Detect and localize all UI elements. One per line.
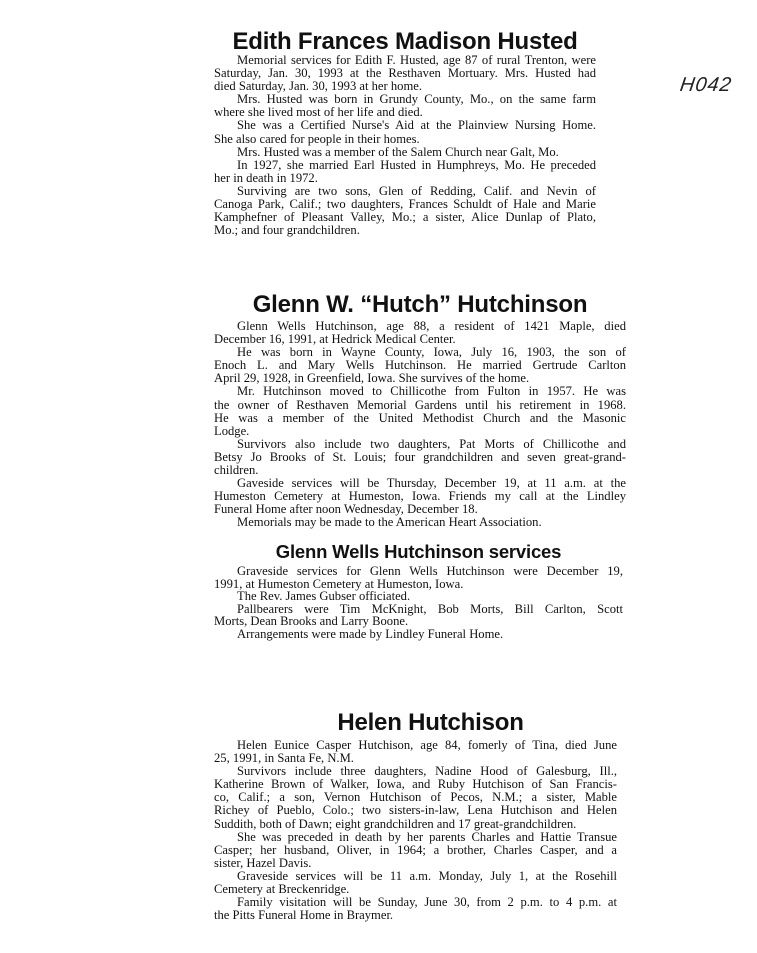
text-line: He was born in Wayne County, Iowa, July 16, 1903, the son of: [237, 345, 626, 360]
text-line: She was a Certified Nurse's Aid at the Plainview Nursing Home.: [237, 118, 596, 133]
text-line: Glenn Wells Hutchinson, age 88, a resident of 1421 Maple, died: [237, 319, 626, 333]
text-line: He was a member of the United Methodist Church and the Masonic: [214, 410, 626, 425]
text-line: co, Calif.; a son, Vernon Hutchison of Pecos, N.M.; a sister, Mable: [214, 790, 617, 805]
obituary-body: [214, 565, 623, 641]
paragraph: [214, 93, 596, 119]
text-line: where she lived most of her life and died.: [214, 105, 423, 120]
text-line: the owner of Resthaven Memorial Gardens until his retirement in 1968.: [214, 397, 626, 412]
text-line: Lodge.: [214, 423, 250, 438]
paragraph: [214, 438, 626, 477]
paragraph: [214, 385, 626, 437]
paragraph: [214, 603, 623, 628]
services-glenn-hutchinson: [214, 541, 623, 641]
text-line: Cemetery at Breckenridge.: [214, 882, 350, 897]
text-line: Memorials may be made to the American Heart Association.: [237, 515, 542, 530]
text-line: Survivors also include two daughters, Pat Morts of Chillicothe and: [237, 436, 626, 451]
paragraph: [214, 628, 623, 641]
handwritten-reference-mark: H042: [678, 74, 734, 96]
obituary-title: Glenn Wells Hutchinson services: [275, 541, 562, 562]
paragraph: [214, 54, 596, 93]
obituary-title: Helen Hutchison: [337, 709, 524, 736]
text-line: Graveside services will be 11 a.m. Monday, July 1, at the Rosehill: [237, 868, 617, 883]
text-line: Graveside services for Glenn Wells Hutchinson were December 19,: [237, 564, 623, 578]
paragraph: [214, 590, 623, 603]
text-line: Enoch L. and Mary Wells Hutchinson. He married Gertrude Carlton: [214, 358, 626, 373]
obituary-body: [214, 54, 596, 237]
paragraph: [214, 146, 596, 159]
text-line: Surviving are two sons, Glen of Redding, Calif. and Nevin of: [237, 183, 596, 198]
paragraph: [214, 119, 596, 145]
text-line: Canoga Park, Calif.; two daughters, Frances Schuldt of Hale and Marie: [214, 197, 596, 212]
text-line: Mrs. Husted was a member of the Salem Church near Galt, Mo.: [237, 144, 559, 159]
text-line: died Saturday, Jan. 30, 1993 at her home.: [214, 79, 422, 94]
text-line: Memorial services for Edith F. Husted, age 87 of rural Trenton, were: [237, 53, 596, 67]
text-line: 25, 1991, in Santa Fe, N.M.: [214, 751, 354, 766]
text-line: Betsy Jo Brooks of St. Louis; four grandchildren and seven great-grand-: [214, 449, 626, 464]
paragraph: [214, 320, 626, 346]
text-line: December 16, 1991, at Hedrick Medical Center.: [214, 332, 456, 347]
obituary-title: Edith Frances Madison Husted: [232, 28, 578, 55]
text-line: Katherine Brown of Walker, Iowa, and Ruby Hutchison of San Francis-: [214, 777, 617, 792]
paragraph: [214, 765, 617, 830]
text-line: The Rev. James Gubser officiated.: [237, 589, 411, 604]
text-line: the Pitts Funeral Home in Braymer.: [214, 908, 394, 923]
text-line: Saturday, Jan. 30, 1993 at the Resthaven Mortuary. Mrs. Husted had: [214, 66, 596, 81]
obituary-title: Glenn W. “Hutch” Hutchinson: [252, 291, 588, 318]
text-line: Kamphefner of Pleasant Valley, Mo.; a sister, Alice Dunlap of Plato,: [214, 210, 596, 225]
text-line: In 1927, she married Earl Husted in Humphreys, Mo. He preceded: [237, 157, 596, 172]
text-line: 1991, at Humeston Cemetery at Humeston, Iowa.: [214, 576, 464, 591]
paragraph: [214, 831, 617, 870]
paragraph: [214, 565, 623, 590]
text-line: her in death in 1972.: [214, 170, 318, 185]
paragraph: [214, 346, 626, 385]
text-line: Funeral Home after noon Wednesday, December 18.: [214, 502, 478, 517]
text-line: Mo.; and four grandchildren.: [214, 223, 360, 238]
text-line: Gaveside services will be Thursday, December 19, at 11 a.m. at the: [237, 476, 626, 491]
obituary-body: [214, 320, 626, 530]
obituary-helen-hutchison: [214, 709, 617, 922]
paragraph: [214, 477, 626, 516]
text-line: Suddith, both of Dawn; eight grandchildren and 17 great-grandchildren.: [214, 816, 577, 831]
text-line: Family visitation will be Sunday, June 30, from 2 p.m. to 4 p.m. at: [237, 895, 617, 910]
text-line: She also cared for people in their homes.: [214, 131, 420, 146]
text-line: Helen Eunice Casper Hutchison, age 84, fomerly of Tina, died June: [237, 738, 617, 752]
text-line: Humeston Cemetery at Humeston, Iowa. Friends my call at the Lindley: [214, 489, 626, 504]
paragraph: [214, 896, 617, 922]
obituary-body: [214, 739, 617, 922]
text-line: Survivors include three daughters, Nadine Hood of Galesburg, Ill.,: [237, 764, 617, 779]
obituary-glenn-hutchinson: [214, 291, 626, 530]
obituary-edith-husted: [214, 28, 596, 237]
text-line: Mr. Hutchinson moved to Chillicothe from Fulton in 1957. He was: [237, 384, 626, 399]
text-line: April 29, 1928, in Greenfield, Iowa. She survives of the home.: [214, 371, 530, 386]
text-line: Casper; her husband, Oliver, in 1964; a brother, Charles Casper, and a: [214, 842, 617, 857]
paragraph: [214, 739, 617, 765]
text-line: children.: [214, 463, 259, 478]
paragraph: [214, 516, 626, 529]
text-line: Richey of Pueblo, Colo.; two sisters-in-law, Lena Hutchison and Helen: [214, 803, 617, 818]
text-line: She was preceded in death by her parents Charles and Hattie Transue: [237, 829, 617, 844]
text-line: sister, Hazel Davis.: [214, 855, 312, 870]
paragraph: [214, 870, 617, 896]
text-line: Morts, Dean Brooks and Larry Boone.: [214, 614, 409, 629]
paragraph: [214, 159, 596, 185]
paragraph: [214, 185, 596, 237]
text-line: Mrs. Husted was born in Grundy County, Mo., on the same farm: [237, 92, 596, 107]
text-line: Arrangements were made by Lindley Funeral Home.: [237, 626, 504, 641]
text-line: Pallbearers were Tim McKnight, Bob Morts, Bill Carlton, Scott: [237, 601, 623, 616]
